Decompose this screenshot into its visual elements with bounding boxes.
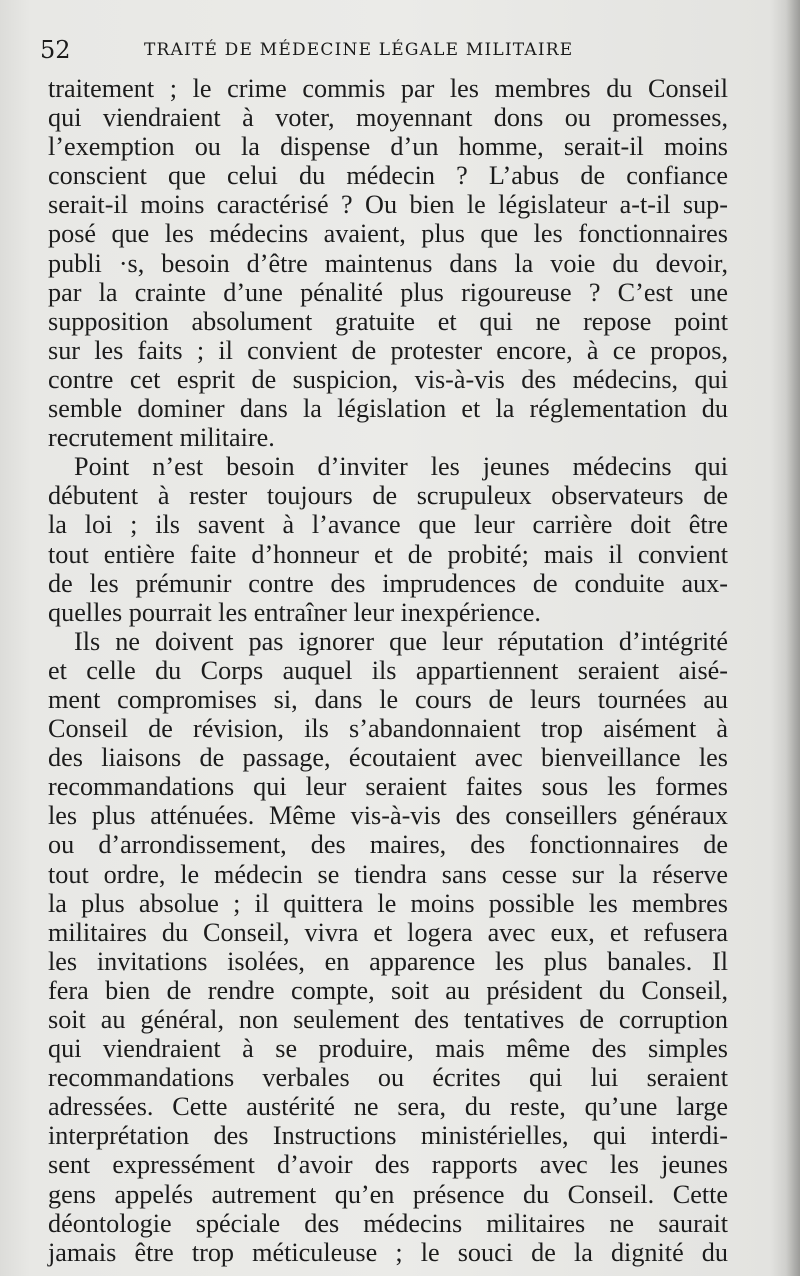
text-line: qui viendraient à se produire, mais même des simples bbox=[48, 1034, 728, 1064]
text-line: conscient que celui du médecin ? L’abus de confiance bbox=[48, 161, 728, 191]
paragraph-end-line: quelles pourrait les entraîner leur inexpérience. bbox=[48, 597, 541, 627]
page-edge-shadow bbox=[786, 0, 800, 1276]
paragraph-start-line: Ils ne doivent pas ignorer que leur réputation d’intégrité bbox=[74, 626, 728, 656]
text-line: les plus atténuées. Même vis-à-vis des conseillers généraux bbox=[48, 801, 728, 831]
text-line: qui viendraient à voter, moyennant dons ou promesses, bbox=[48, 103, 728, 133]
text-line: serait-il moins caractérisé ? Ou bien le législateur a-t-il sup- bbox=[48, 190, 728, 220]
text-line: la plus absolue ; il quittera le moins possible les membres bbox=[48, 888, 728, 918]
text-line: de les prémunir contre des imprudences de conduite aux- bbox=[48, 568, 728, 598]
running-title: TRAITÉ DE MÉDECINE LÉGALE MILITAIRE bbox=[144, 40, 574, 60]
text-line: la loi ; ils savent à l’avance que leur carrière doit être bbox=[48, 510, 728, 540]
text-line: interprétation des Instructions ministérielles, qui interdi- bbox=[48, 1121, 728, 1151]
text-line: tout ordre, le médecin se tiendra sans cesse sur la réserve bbox=[48, 859, 728, 889]
text-line: sur les faits ; il convient de protester encore, à ce propos, bbox=[48, 335, 728, 365]
text-line: par la crainte d’une pénalité plus rigoureuse ? C’est une bbox=[48, 277, 728, 307]
text-line: adressées. Cette austérité ne sera, du reste, qu’une large bbox=[48, 1092, 728, 1122]
text-line: gens appelés autrement qu’en présence du Conseil. Cette bbox=[48, 1179, 728, 1209]
text-line: fera bien de rendre compte, soit au président du Conseil, bbox=[48, 975, 728, 1005]
text-line: militaires du Conseil, vivra et logera avec eux, et refusera bbox=[48, 917, 728, 947]
text-line: semble dominer dans la législation et la réglementation du bbox=[48, 394, 728, 424]
text-line: traitement ; le crime commis par les membres du Conseil bbox=[48, 74, 728, 103]
running-header bbox=[40, 32, 740, 68]
text-line: recommandations qui leur seraient faites sous les formes bbox=[48, 772, 728, 802]
text-line: posé que les médecins avaient, plus que les fonctionnaires bbox=[48, 219, 728, 249]
page-number: 52 bbox=[40, 36, 71, 64]
text-line: contre cet esprit de suspicion, vis-à-vis des médecins, qui bbox=[48, 364, 728, 394]
text-line: et celle du Corps auquel ils appartiennent seraient aisé- bbox=[48, 655, 728, 685]
text-line: ment compromises si, dans le cours de leurs tournées au bbox=[48, 684, 728, 714]
text-line: déontologie spéciale des médecins militaires ne saurait bbox=[48, 1208, 728, 1238]
paragraph-start-line: Point n’est besoin d’inviter les jeunes médecins qui bbox=[74, 452, 728, 482]
text-line: l’exemption ou la dispense d’un homme, serait-il moins bbox=[48, 132, 728, 162]
text-line: tout entière faite d’honneur et de probité; mais il convient bbox=[48, 539, 728, 569]
text-line: des liaisons de passage, écoutaient avec bienveillance les bbox=[48, 743, 728, 773]
text-line: supposition absolument gratuite et qui ne repose point bbox=[48, 306, 728, 336]
text-line: publi ·s, besoin d’être maintenus dans la voie du devoir, bbox=[48, 248, 728, 278]
text-line: recommandations verbales ou écrites qui lui seraient bbox=[48, 1063, 728, 1093]
text-line: débutent à rester toujours de scrupuleux observateurs de bbox=[48, 481, 728, 511]
text-line: jamais être trop méticuleuse ; le souci de la dignité du bbox=[48, 1237, 728, 1267]
text-line: ou d’arrondissement, des maires, des fonctionnaires de bbox=[48, 830, 728, 860]
text-line: soit au général, non seulement des tentatives de corruption bbox=[48, 1005, 728, 1034]
body-text bbox=[48, 74, 728, 1267]
paragraph-end-line: recrutement militaire. bbox=[48, 423, 275, 453]
text-line: Conseil de révision, ils s’abandonnaient trop aisément à bbox=[48, 714, 728, 744]
text-line: les invitations isolées, en apparence les plus banales. Il bbox=[48, 946, 728, 976]
text-line: sent expressément d’avoir des rapports avec les jeunes bbox=[48, 1150, 728, 1180]
